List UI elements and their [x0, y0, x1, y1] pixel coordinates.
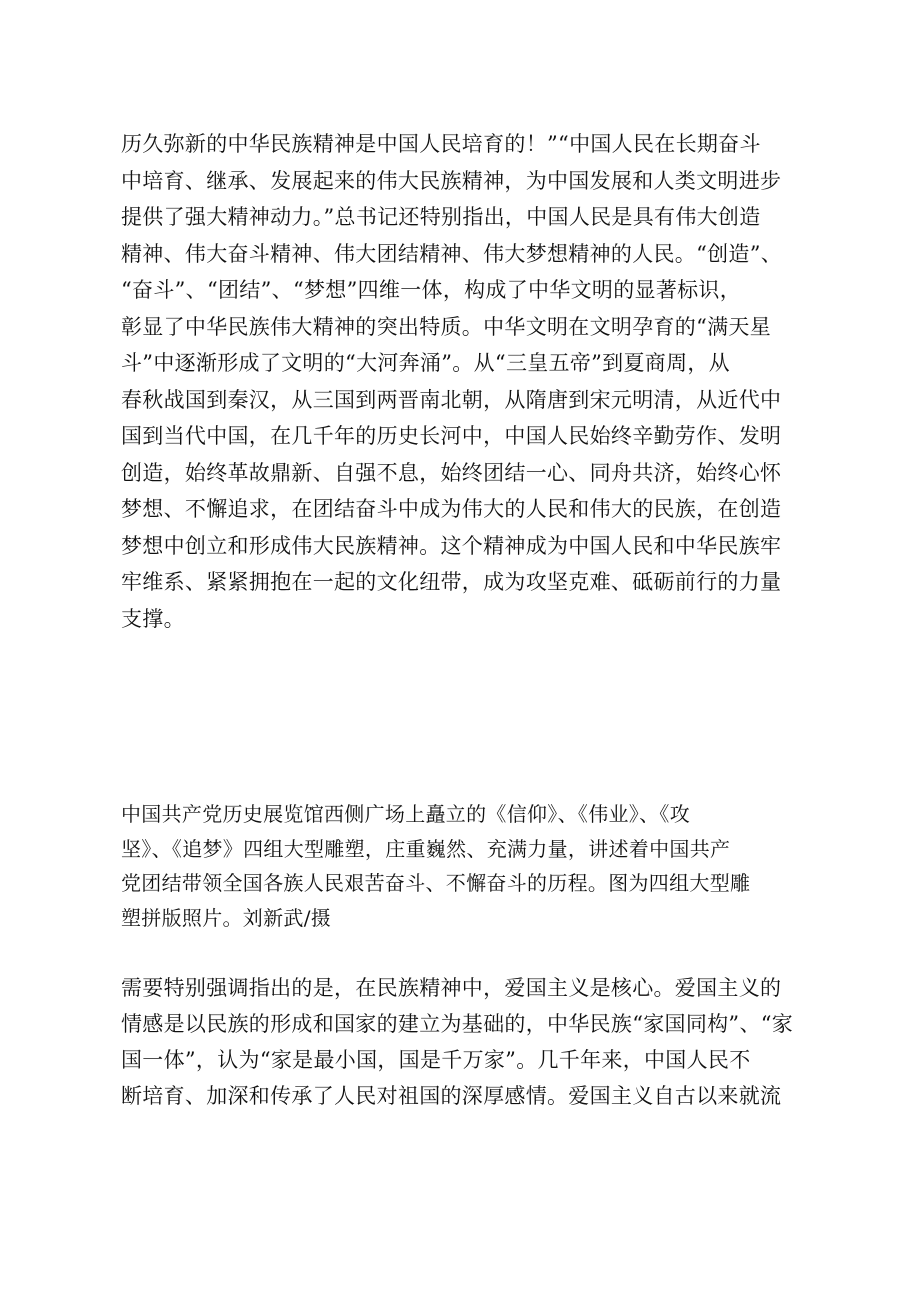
- caption-line: 党团结带领全国各族人民艰苦奋斗、不懈奋斗的历程。图为四组大型雕: [121, 871, 751, 895]
- text-line: 国到当代中国，在几千年的历史长河中，中国人民始终辛勤劳作、发明: [121, 424, 782, 448]
- text-line: 斗”中逐渐形成了文明的“大河奔涌”。从“三皇五帝”到夏商周，从: [121, 351, 730, 375]
- caption-line: 中国共产党历史展览馆西侧广场上矗立的《信仰》、《伟业》、《攻: [121, 802, 690, 826]
- text-line: 国一体”，认为“家是最小国，国是千万家”。几千年来，中国人民不: [121, 1048, 751, 1072]
- text-line: 梦想、不懈追求，在团结奋斗中成为伟大的人民和伟大的民族，在创造: [121, 497, 782, 521]
- caption-line: 塑拼版照片。刘新武/摄: [121, 905, 332, 930]
- caption-line: 坚》、《追梦》四组大型雕塑，庄重巍然、充满力量，讲述着中国共产: [121, 836, 731, 861]
- body-paragraph-national-spirit: [121, 126, 821, 637]
- text-line: 彰显了中华民族伟大精神的突出特质。中华文明在文明孕育的“满天星: [121, 314, 772, 339]
- text-line: “奋斗”、“团结”、“梦想”四维一体，构成了中华文明的显著标识，: [121, 278, 742, 302]
- text-line: 中培育、继承、发展起来的伟大民族精神，为中国发展和人类文明进步: [121, 168, 782, 193]
- body-paragraph-patriotism: [121, 970, 821, 1114]
- text-line: 支撑。: [121, 606, 185, 631]
- text-line: 精神、伟大奋斗精神、伟大团结精神、伟大梦想精神的人民。“创造”、: [121, 241, 783, 266]
- text-line: 创造，始终革故鼎新、自强不息，始终团结一心、同舟共济，始终心怀: [121, 460, 782, 485]
- text-line: 情感是以民族的形成和国家的建立为基础的，中华民族“家国同构”、“家: [121, 1012, 794, 1036]
- text-line: 断培育、加深和传承了人民对祖国的深厚感情。爱国主义自古以来就流: [121, 1084, 782, 1108]
- text-line: 春秋战国到秦汉，从三国到两晋南北朝，从隋唐到宋元明清，从近代中: [121, 387, 782, 412]
- text-line: 历久弥新的中华民族精神是中国人民培育的！”“中国人民在长期奋斗: [121, 132, 761, 156]
- text-line: 提供了强大精神动力。”总书记还特别指出，中国人民是具有伟大创造: [121, 205, 761, 229]
- text-line: 梦想中创立和形成伟大民族精神。这个精神成为中国人民和中华民族牢: [121, 533, 782, 558]
- text-line: 牢维系、紧紧拥抱在一起的文化纽带，成为攻坚克难、砥砺前行的力量: [121, 570, 782, 594]
- text-line: 需要特别强调指出的是，在民族精神中，爱国主义是核心。爱国主义的: [121, 976, 782, 1000]
- photo-caption: [121, 797, 821, 935]
